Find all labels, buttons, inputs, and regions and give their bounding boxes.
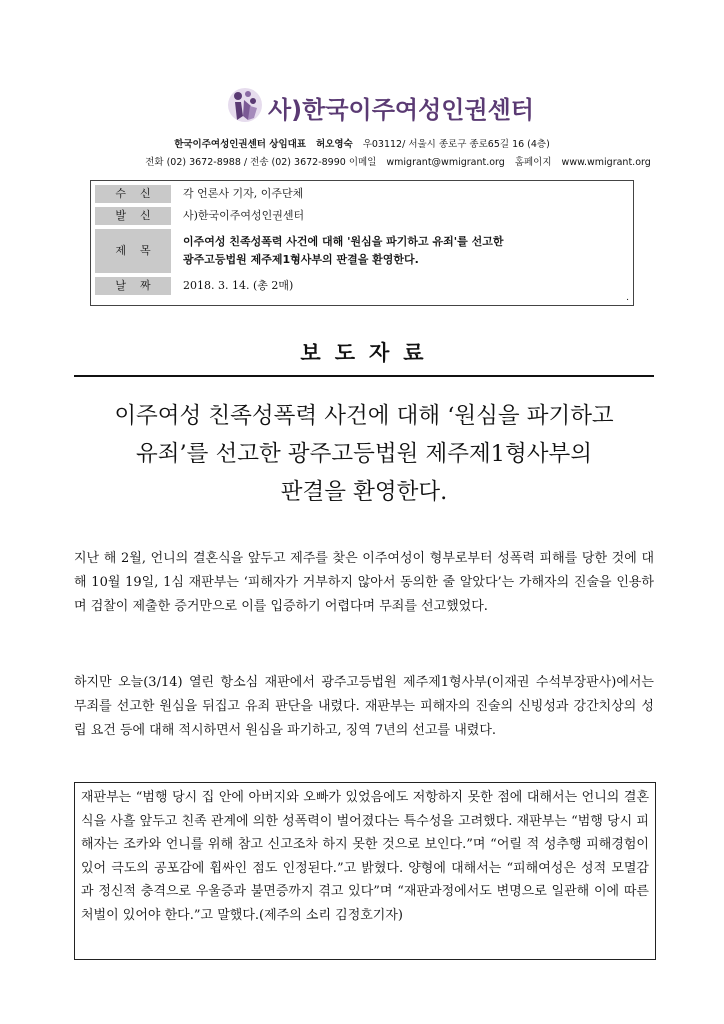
homepage-label: 홈페이지: [514, 157, 552, 168]
headline-line-3: 판결을 환영한다.: [280, 479, 448, 505]
info-table: [90, 180, 634, 306]
headline-line-2: 유죄’를 선고한 광주고등법원 제주제1형사부의: [136, 441, 592, 467]
quote-box: [74, 782, 656, 960]
table-corner-mark: .: [626, 293, 629, 303]
subject-line-1: 이주여성 친족성폭력 사건에 대해 '원심을 파기하고 유죄'를 선고한: [183, 235, 504, 248]
info-row-recipient: [91, 185, 633, 203]
logo-text: 사)한국이주여성인권센터: [268, 96, 534, 124]
info-label-sender: 발신: [95, 207, 171, 225]
email-label: 이메일: [348, 157, 377, 168]
info-row-subject: [91, 229, 633, 273]
info-value-subject: [183, 233, 503, 269]
logo-header: [0, 84, 724, 124]
document-type-heading: 보도자료: [300, 341, 438, 365]
representative: 허오영숙: [315, 139, 353, 150]
address: 우03112/ 서울시 종로구 종로65길 16 (4층): [362, 139, 550, 150]
title-divider: [74, 375, 654, 377]
email-link[interactable]: wmigrant@wmigrant.org: [386, 157, 505, 168]
press-headline: [74, 397, 654, 511]
info-row-sender: [91, 207, 633, 225]
body-paragraph-2: 하지만 오늘(3/14) 열린 항소심 재판에서 광주고등법원 제주제1형사부(이재권 수석부장판사)에서는 무죄를 선고한 원심을 뒤집고 유죄 판단을 내렸다. 재판부는 피해자의 진술의 신빙성과 강간치상의 성립 요건 등에 대해 적시하면서 원심을 파기하고, 징역 7년의 선고를 내렸다.: [74, 675, 654, 738]
subject-line-2: 광주고등법원 제주제1형사부의 판결을 환영한다.: [183, 253, 419, 266]
info-value-recipient: 각 언론사 기자, 이주단체: [183, 187, 304, 200]
phone: 전화 (02) 3672-8988: [145, 157, 241, 168]
info-value-date: 2018. 3. 14. (총 2매): [183, 279, 294, 292]
fax: 전송 (02) 3672-8990: [250, 157, 346, 168]
info-label-date: 날짜: [95, 277, 171, 295]
homepage-link[interactable]: www.wmigrant.org: [561, 157, 651, 168]
info-row-date: [91, 277, 633, 295]
org-address-line: [0, 136, 724, 150]
logo-figures-icon: [226, 86, 264, 124]
quote-paragraph: 재판부는 “범행 당시 집 안에 아버지와 오빠가 있었음에도 저항하지 못한 점에 대해서는 언니의 결혼식을 사흘 앞두고 친족 관계에 의한 성폭력이 벌어졌다는 특수성을 고려했다. 재판부는 “범행 당시 피해자는 조카와 언니를 위해 참고 신고조차 하지 못한 것으로 보인다.”며 “어릴 적 성추행 피해경험이 있어 극도의 공포감에 휩싸인 점도 인정된다.”고 밝혔다. 양형에 대해서는 “피해여성은 성적 모멸감과 정신적 충격으로 우울증과 불면증까지 겪고 있다”며 “재판과정에서도 변명으로 일관해 이에 따른 처벌이 있어야 한다.”고 말했다.(제주의 소리 김정호기자): [81, 790, 649, 923]
info-label-recipient: 수신: [95, 185, 171, 203]
org-name: 한국이주여성인권센터 상임대표: [174, 139, 306, 150]
body-paragraph-1: 지난 해 2월, 언니의 결혼식을 앞두고 제주를 찾은 이주여성이 형부로부터 성폭력 피해를 당한 것에 대해 10월 19일, 1심 재판부는 ‘피해자가 거부하지 않아서 동의한 줄 알았다’는 가해자의 진술을 인용하며 검찰이 제출한 증거만으로 이를 입증하기 어렵다며 무죄를 선고했었다.: [74, 551, 654, 614]
headline-line-1: 이주여성 친족성폭력 사건에 대해 ‘원심을 파기하고: [114, 403, 614, 429]
info-value-sender: 사)한국이주여성인권센터: [183, 209, 305, 222]
org-contact-line: 전화 (02) 3672-8988 / 전송 (02) 3672-8990 이메일 wmigrant@wmigrant.org 홈페이지 www.wmigrant.org: [145, 157, 651, 168]
info-label-subject: 제목: [95, 229, 171, 273]
